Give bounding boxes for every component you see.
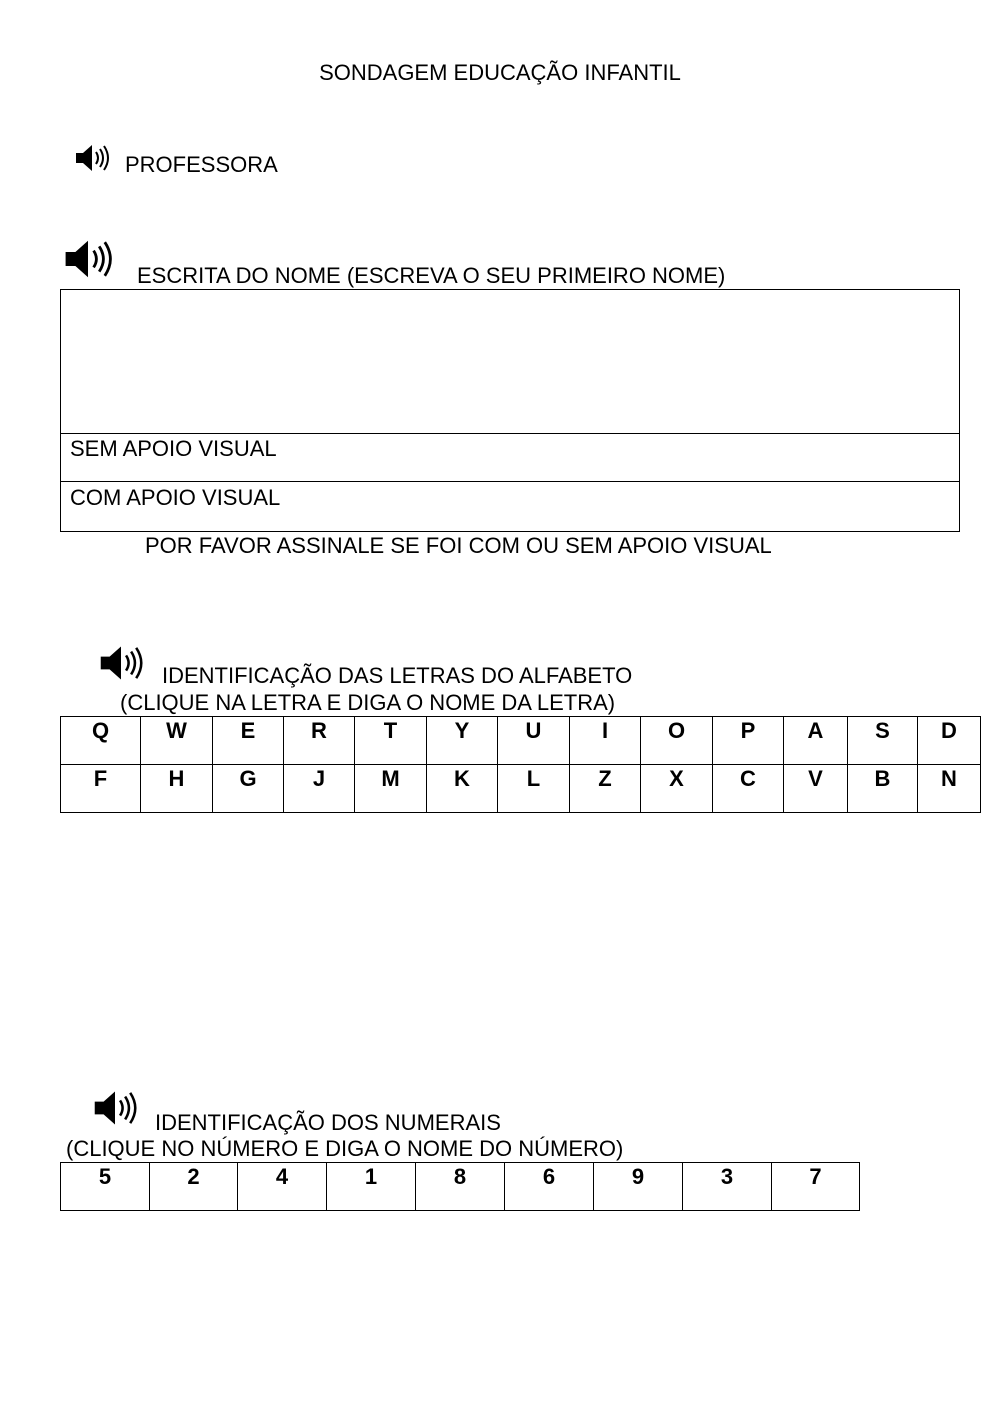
number-cell[interactable]: 8 xyxy=(416,1163,505,1211)
number-cell[interactable]: 1 xyxy=(327,1163,416,1211)
numbers-table xyxy=(60,1162,860,1211)
number-cell[interactable]: 3 xyxy=(683,1163,772,1211)
letter-cell[interactable]: L xyxy=(498,765,570,813)
letter-cell[interactable]: S xyxy=(848,717,918,765)
letters-section-heading: IDENTIFICAÇÃO DAS LETRAS DO ALFABETO xyxy=(162,663,633,688)
letter-cell[interactable]: T xyxy=(355,717,427,765)
letter-cell[interactable]: V xyxy=(784,765,848,813)
number-cell[interactable]: 5 xyxy=(61,1163,150,1211)
professora-label: PROFESSORA xyxy=(125,152,278,177)
name-section-heading: ESCRITA DO NOME (ESCREVA O SEU PRIMEIRO NOME) xyxy=(137,263,726,288)
letter-cell[interactable]: R xyxy=(284,717,355,765)
name-writing-box xyxy=(60,289,960,532)
letters-section-instruction: (CLIQUE NA LETRA E DIGA O NOME DA LETRA) xyxy=(120,690,616,715)
with-visual-support-option[interactable]: COM APOIO VISUAL xyxy=(70,485,281,510)
letter-cell[interactable]: K xyxy=(427,765,498,813)
without-visual-support-option[interactable]: SEM APOIO VISUAL xyxy=(61,434,959,482)
letter-cell[interactable]: O xyxy=(641,717,713,765)
letter-cell[interactable]: Q xyxy=(61,717,141,765)
speaker-icon[interactable] xyxy=(74,143,110,173)
speaker-icon[interactable] xyxy=(62,238,114,280)
numbers-section-instruction: (CLIQUE NO NÚMERO E DIGA O NOME DO NÚMERO) xyxy=(66,1136,624,1161)
name-writing-area[interactable] xyxy=(61,290,959,434)
numbers-section-heading: IDENTIFICAÇÃO DOS NUMERAIS xyxy=(155,1110,501,1135)
letters-row xyxy=(61,765,981,813)
letter-cell[interactable]: M xyxy=(355,765,427,813)
speaker-icon[interactable] xyxy=(92,1089,138,1127)
letter-cell[interactable]: U xyxy=(498,717,570,765)
letter-cell[interactable]: C xyxy=(713,765,784,813)
letter-cell[interactable]: J xyxy=(284,765,355,813)
letter-cell[interactable]: I xyxy=(570,717,641,765)
visual-support-note: POR FAVOR ASSINALE SE FOI COM OU SEM APOIO VISUAL xyxy=(145,533,772,558)
letter-cell[interactable]: E xyxy=(213,717,284,765)
letter-cell[interactable]: A xyxy=(784,717,848,765)
letter-cell[interactable]: N xyxy=(918,765,981,813)
number-cell[interactable]: 2 xyxy=(150,1163,238,1211)
letter-cell[interactable]: Y xyxy=(427,717,498,765)
letter-cell[interactable]: F xyxy=(61,765,141,813)
letter-cell[interactable]: P xyxy=(713,717,784,765)
number-cell[interactable]: 9 xyxy=(594,1163,683,1211)
letters-table xyxy=(60,716,981,813)
letter-cell[interactable]: W xyxy=(141,717,213,765)
letter-cell[interactable]: H xyxy=(141,765,213,813)
letter-cell[interactable]: X xyxy=(641,765,713,813)
letter-cell[interactable]: D xyxy=(918,717,981,765)
letters-row xyxy=(61,717,981,765)
speaker-icon[interactable] xyxy=(98,644,144,682)
page-title: SONDAGEM EDUCAÇÃO INFANTIL xyxy=(319,60,681,85)
letter-cell[interactable]: B xyxy=(848,765,918,813)
letter-cell[interactable]: Z xyxy=(570,765,641,813)
number-cell[interactable]: 6 xyxy=(505,1163,594,1211)
numbers-row xyxy=(61,1163,860,1211)
number-cell[interactable]: 7 xyxy=(772,1163,860,1211)
letter-cell[interactable]: G xyxy=(213,765,284,813)
number-cell[interactable]: 4 xyxy=(238,1163,327,1211)
